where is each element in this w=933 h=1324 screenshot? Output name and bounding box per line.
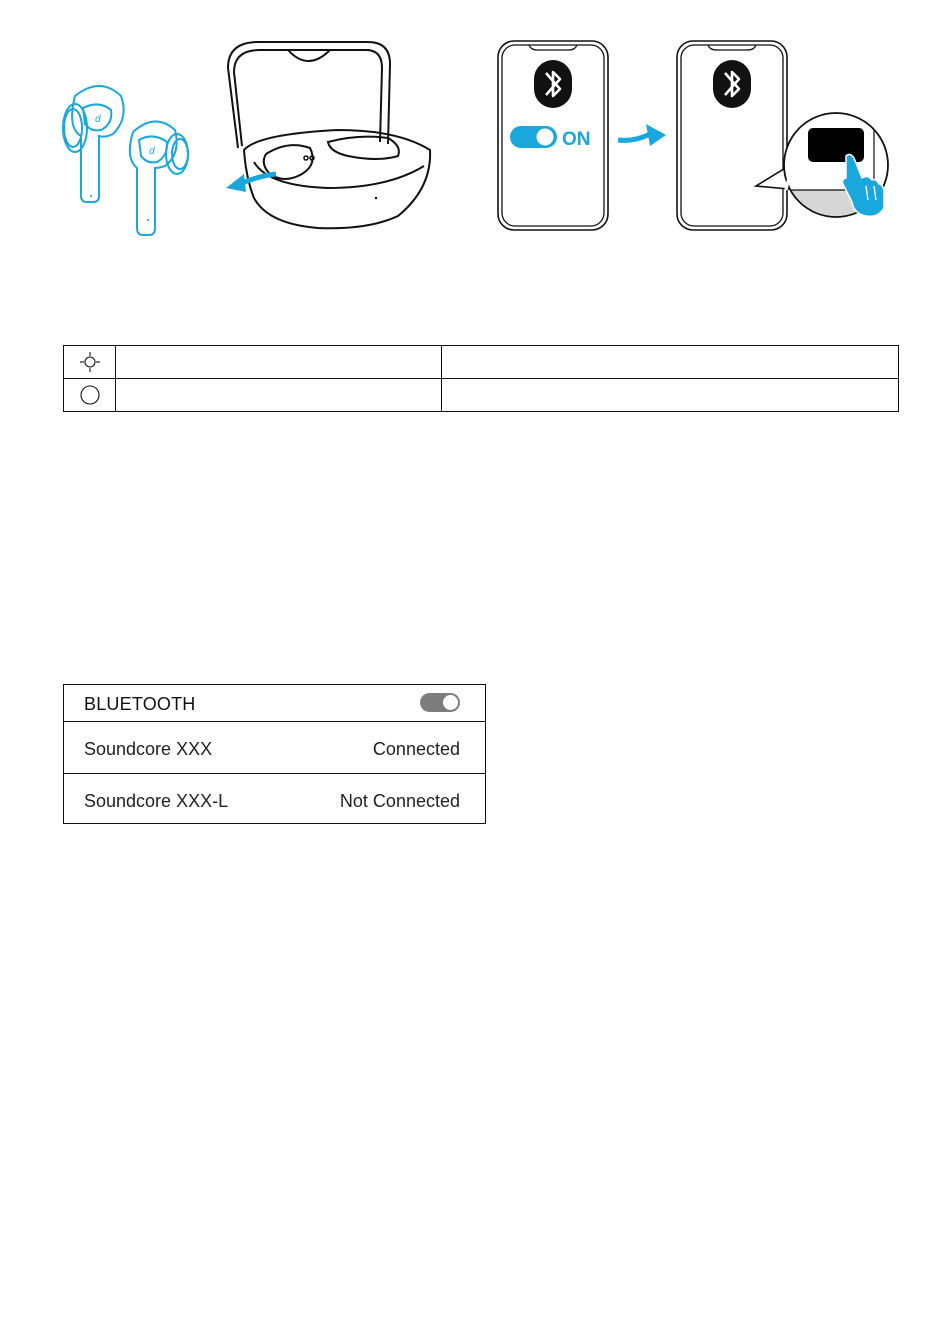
steady-light-icon [79,384,101,406]
table-cell [442,346,899,379]
table-row [64,346,899,379]
device-name: Soundcore XXX [84,739,213,759]
earbuds-icon [55,78,195,240]
svg-text:d: d [95,114,101,125]
bluetooth-toggle-icon [510,126,557,148]
bluetooth-toggle[interactable] [420,693,460,712]
bluetooth-icon [534,60,572,108]
device-status: Connected [372,739,460,759]
charging-case-icon [218,38,434,232]
device-row-soundcore-xxx[interactable] [64,722,485,773]
bluetooth-icon [713,60,751,108]
table-cell [442,379,899,412]
indicator-table [63,345,899,412]
device-name: Soundcore XXX-L [84,791,229,811]
device-status: Not Connected [339,791,460,811]
table-cell [116,379,442,412]
table-cell [64,346,116,379]
toggle-knob [442,694,459,711]
table-row [64,379,899,412]
device-row-soundcore-xxx-l[interactable] [64,773,485,824]
svg-text:d: d [149,146,155,157]
bluetooth-title: BLUETOOTH [84,694,196,714]
phone-bluetooth-on [497,40,609,231]
bluetooth-settings-panel [63,684,486,824]
bluetooth-header [64,685,485,722]
toggle-on-label: ON [562,129,591,150]
table-cell [116,346,442,379]
flashing-light-icon [79,351,101,373]
phone-select-device [676,40,892,231]
arrow-right-icon [616,120,668,154]
table-cell [64,379,116,412]
